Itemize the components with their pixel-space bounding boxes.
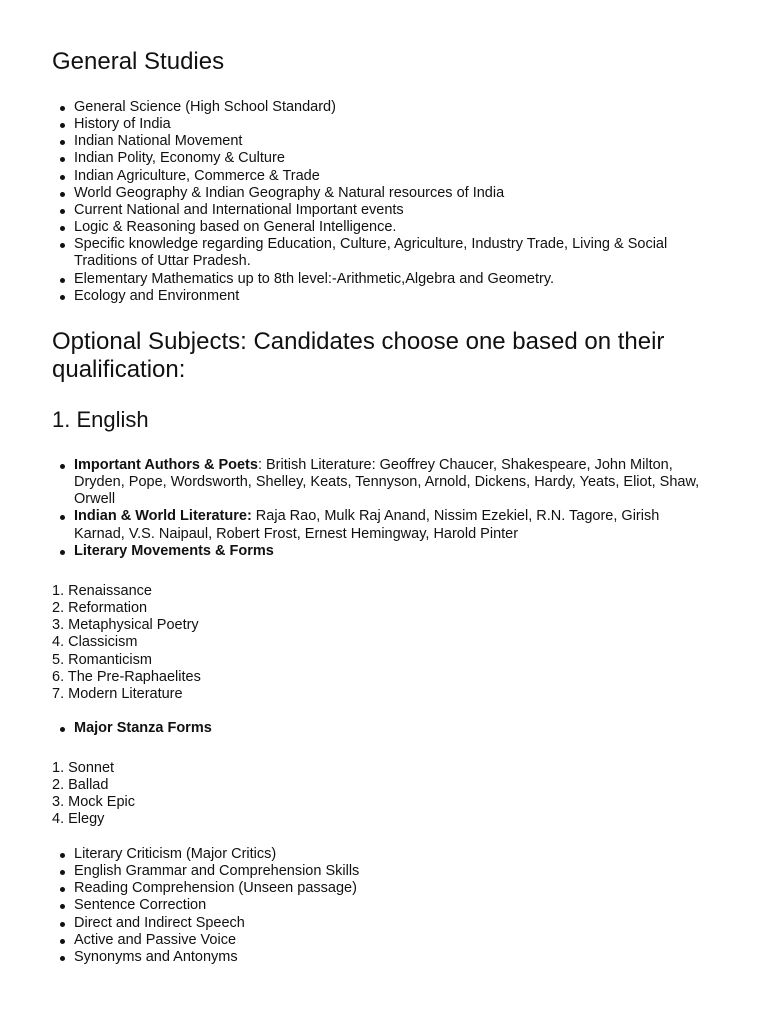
list-item: Specific knowledge regarding Education, Culture, Agriculture, Industry Trade, Living & Social Traditions of Uttar Pradesh. [52, 236, 712, 270]
list-item: Logic & Reasoning based on General Intelligence. [52, 219, 712, 236]
list-item: Synonyms and Antonyms [52, 949, 712, 966]
list-item [52, 720, 712, 737]
authors-text: : British Literature: Geoffrey Chaucer, Shakespeare, John Milton, Dryden, Pope, Wordsworth, Shelley, Keats, Tennyson, Arnold, Dickens, Hardy, Yeats, Eliot, Shaw, Orwell [74, 457, 700, 508]
world-literature-text: Raja Rao, Mulk Raj Anand, Nissim Ezekiel, R.N. Tagore, Girish Karnad, V.S. Naipaul, Robert Frost, Ernest Hemingway, Harold Pinter [74, 508, 660, 542]
list-item: 2. Reformation [52, 600, 148, 617]
list-item: Active and Passive Voice [52, 932, 712, 949]
movements-label: Literary Movements & Forms [74, 542, 274, 559]
authors-label: Important Authors & Poets [74, 457, 258, 473]
list-item: 4. Classicism [52, 634, 138, 651]
list-item [52, 508, 712, 542]
list-item: Indian Agriculture, Commerce & Trade [52, 168, 712, 185]
list-item: History of India [52, 116, 712, 133]
general-studies-heading: General Studies [52, 48, 225, 75]
list-item: Literary Criticism (Major Critics) [52, 846, 712, 863]
list-item: World Geography & Indian Geography & Natural resources of India [52, 185, 712, 202]
list-item: 2. Ballad [52, 777, 109, 794]
list-item: 4. Elegy [52, 811, 105, 828]
stanza-forms-heading-list [52, 720, 712, 737]
list-item: Indian National Movement [52, 133, 712, 150]
list-item: 1. Sonnet [52, 760, 115, 776]
list-item: 6. The Pre-Raphaelites [52, 668, 201, 685]
english-skills-list [52, 846, 712, 966]
list-item: Current National and International Important events [52, 202, 712, 219]
stanza-label: Major Stanza Forms [74, 720, 212, 736]
list-item: English Grammar and Comprehension Skills [52, 863, 712, 880]
list-item: General Science (High School Standard) [52, 99, 712, 116]
list-item: Ecology and Environment [52, 288, 712, 305]
list-item: Elementary Mathematics up to 8th level:-Arithmetic,Algebra and Geometry. [52, 271, 712, 288]
list-item: 5. Romanticism [52, 651, 152, 668]
list-item: 7. Modern Literature [52, 685, 183, 702]
list-item: Direct and Indirect Speech [52, 915, 712, 932]
list-item: Indian Polity, Economy & Culture [52, 150, 712, 167]
list-item: Sentence Correction [52, 897, 712, 914]
list-item: 3. Metaphysical Poetry [52, 617, 199, 634]
literary-movements-list [52, 583, 692, 703]
stanza-forms-list [52, 760, 692, 829]
list-item: 3. Mock Epic [52, 794, 135, 811]
english-authors-list [52, 457, 712, 560]
list-item: Reading Comprehension (Unseen passage) [52, 880, 712, 897]
general-studies-list [52, 99, 712, 305]
world-literature-label: Indian & World Literature: [74, 508, 252, 525]
optional-subjects-heading: Optional Subjects: Candidates choose one based on their qualification: [52, 328, 665, 383]
english-heading: 1. English [52, 407, 149, 432]
list-item [52, 457, 712, 508]
list-item [52, 543, 712, 560]
list-item: 1. Renaissance [52, 583, 152, 599]
